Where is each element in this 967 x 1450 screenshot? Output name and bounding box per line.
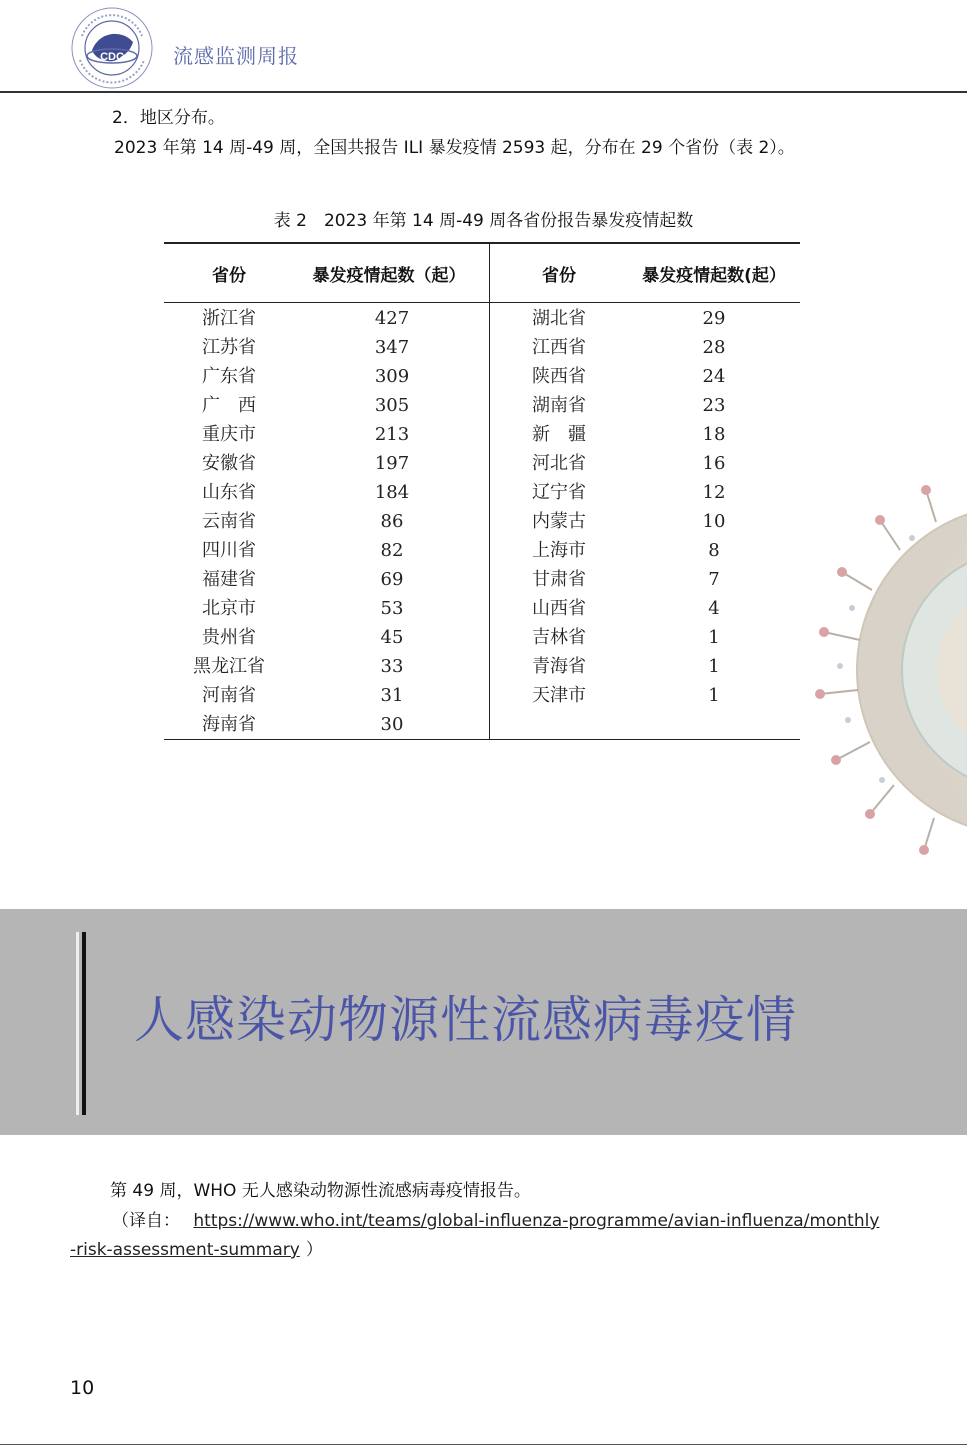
header-province-left: 省份 xyxy=(212,266,246,286)
province-left-cell: 福建省 xyxy=(202,569,256,590)
count-right-cell: 29 xyxy=(702,308,726,329)
virus-illustration xyxy=(812,480,967,860)
province-right-cell: 辽宁省 xyxy=(532,482,586,503)
banner-accent-dark xyxy=(82,932,86,1115)
svg-text:CDC: CDC xyxy=(100,51,124,63)
count-left-cell: 33 xyxy=(380,656,404,677)
count-left-cell: 197 xyxy=(374,453,410,474)
count-right-cell: 4 xyxy=(708,598,720,619)
province-left-cell: 四川省 xyxy=(202,540,256,561)
province-right-cell: 青海省 xyxy=(532,656,586,677)
count-right-cell: 12 xyxy=(702,482,726,503)
footer-divider xyxy=(0,1444,967,1445)
outbreak-table xyxy=(164,242,800,740)
count-right-cell: 10 xyxy=(702,511,726,532)
province-left-cell: 广东省 xyxy=(202,366,256,387)
source-suffix: ） xyxy=(305,1240,323,1260)
header-count-right: 暴发疫情起数(起） xyxy=(642,266,786,286)
cdc-logo xyxy=(70,6,154,90)
who-url-link[interactable]: https://www.who.int/teams/global-influenza-programme/avian-influenza/monthly xyxy=(193,1211,880,1231)
count-left-cell: 309 xyxy=(374,366,410,387)
province-right-cell: 山西省 xyxy=(532,598,586,619)
count-right-cell: 24 xyxy=(702,366,726,387)
table-column-divider xyxy=(489,242,490,740)
province-left-cell: 贵州省 xyxy=(202,627,256,648)
banner-title: 人感染动物源性流感病毒疫情 xyxy=(134,991,797,1049)
province-right-cell: 天津市 xyxy=(532,685,586,706)
province-right-cell: 内蒙古 xyxy=(532,511,586,532)
province-left-cell: 浙江省 xyxy=(202,308,256,329)
who-url-link-cont[interactable]: -risk-assessment-summary xyxy=(70,1240,300,1260)
count-right-cell: 8 xyxy=(708,540,720,561)
page-number: 10 xyxy=(70,1377,95,1399)
source-prefix: （译自： xyxy=(112,1211,180,1231)
header-province-right: 省份 xyxy=(542,266,576,286)
province-right-cell: 湖南省 xyxy=(532,395,586,416)
count-right-cell: 18 xyxy=(702,424,726,445)
province-left-cell: 广 西 xyxy=(202,395,256,416)
province-left-cell: 黑龙江省 xyxy=(193,656,265,677)
who-report-line: 第 49 周，WHO 无人感染动物源性流感病毒疫情报告。 xyxy=(110,1181,531,1201)
count-left-cell: 31 xyxy=(380,685,404,706)
who-source-line xyxy=(112,1206,879,1231)
count-right-cell: 1 xyxy=(708,656,720,677)
publication-title: 流感监测周报 xyxy=(173,44,299,68)
province-right-cell: 江西省 xyxy=(532,337,586,358)
province-right-cell: 湖北省 xyxy=(532,308,586,329)
table-caption: 表 2 2023 年第 14 周-49 周各省份报告暴发疫情起数 xyxy=(273,211,694,231)
count-right-cell: 7 xyxy=(708,569,720,590)
count-left-cell: 30 xyxy=(380,714,404,735)
province-left-cell: 山东省 xyxy=(202,482,256,503)
count-right-cell: 16 xyxy=(702,453,726,474)
section-heading: 2．地区分布。 xyxy=(112,108,225,128)
count-left-cell: 69 xyxy=(380,569,404,590)
province-right-cell: 陕西省 xyxy=(532,366,586,387)
banner-accent-light xyxy=(76,932,79,1115)
count-right-cell: 1 xyxy=(708,627,720,648)
count-right-cell: 23 xyxy=(702,395,726,416)
province-left-cell: 北京市 xyxy=(202,598,256,619)
header-count-left: 暴发疫情起数（起） xyxy=(312,266,466,286)
province-left-cell: 河南省 xyxy=(202,685,256,706)
count-right-cell: 1 xyxy=(708,685,720,706)
province-left-cell: 海南省 xyxy=(202,714,256,735)
count-left-cell: 45 xyxy=(380,627,404,648)
count-left-cell: 184 xyxy=(374,482,410,503)
count-left-cell: 82 xyxy=(380,540,404,561)
table-header-rule xyxy=(164,302,800,303)
who-source-line-2 xyxy=(70,1235,323,1260)
province-right-cell: 吉林省 xyxy=(532,627,586,648)
table-bottom-rule xyxy=(164,739,800,740)
header-divider xyxy=(0,91,967,93)
province-left-cell: 江苏省 xyxy=(202,337,256,358)
count-left-cell: 86 xyxy=(380,511,404,532)
count-left-cell: 427 xyxy=(374,308,410,329)
province-right-cell: 新 疆 xyxy=(532,424,586,445)
count-left-cell: 347 xyxy=(374,337,410,358)
count-right-cell: 28 xyxy=(702,337,726,358)
province-left-cell: 云南省 xyxy=(202,511,256,532)
table-top-rule xyxy=(164,242,800,244)
count-left-cell: 53 xyxy=(380,598,404,619)
province-left-cell: 重庆市 xyxy=(202,424,256,445)
count-left-cell: 213 xyxy=(374,424,410,445)
page-header xyxy=(0,0,967,94)
province-right-cell: 河北省 xyxy=(532,453,586,474)
section-paragraph: 2023 年第 14 周-49 周，全国共报告 ILI 暴发疫情 2593 起，分布在 29 个省份（表 2）。 xyxy=(114,138,795,158)
province-right-cell: 甘肃省 xyxy=(532,569,586,590)
count-left-cell: 305 xyxy=(374,395,410,416)
province-left-cell: 安徽省 xyxy=(202,453,256,474)
province-right-cell: 上海市 xyxy=(532,540,586,561)
